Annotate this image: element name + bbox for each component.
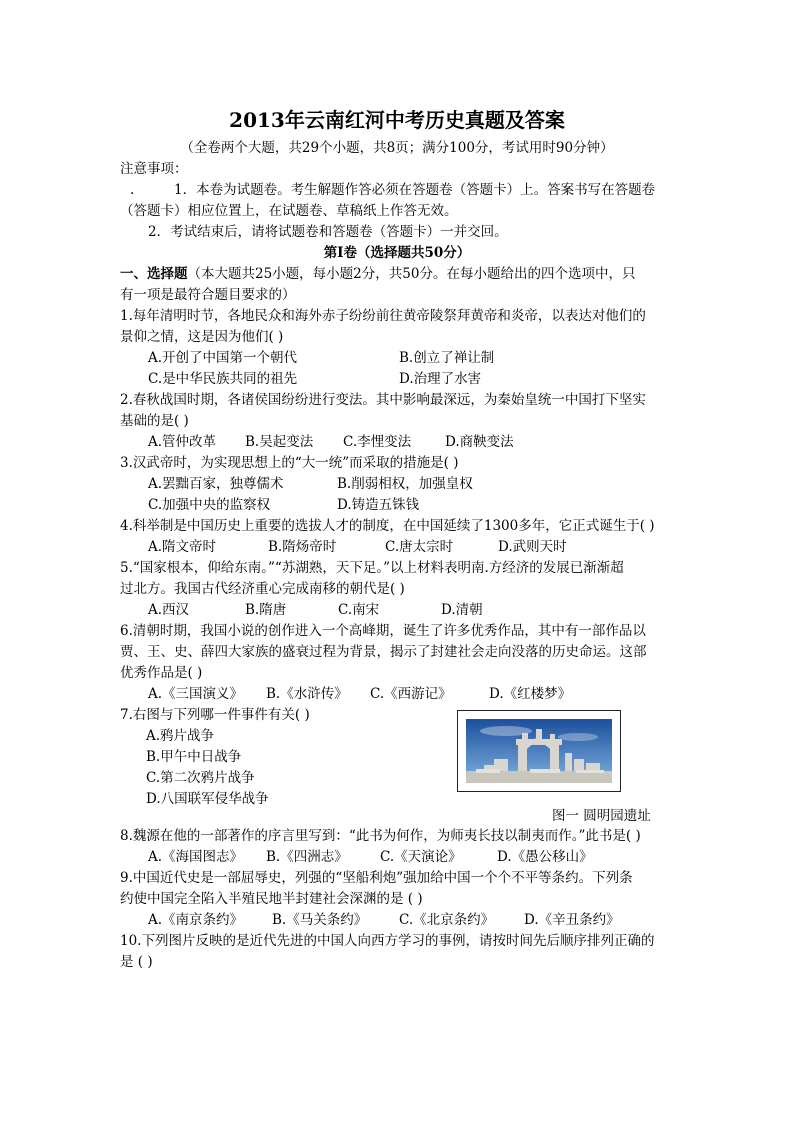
q1-option-b: B.创立了禅让制 <box>399 350 495 366</box>
notice-marker: . <box>130 182 135 198</box>
q7-option-c: C.第二次鸦片战争 <box>146 770 255 786</box>
q9-option-b: B.《马关条约》 <box>272 912 368 928</box>
q7-option-a: A.鸦片战争 <box>146 728 215 744</box>
q8-option-b: B.《四洲志》 <box>266 849 348 865</box>
q4-option-c: C.唐太宗时 <box>385 539 454 555</box>
q1-line-2: 景仰之情，这是因为他们( ) <box>120 329 284 345</box>
notice-item-1-line-1: 1．本卷为试题卷。考生解题作答必须在答题卷（答题卡）上。答案书写在答题卷 <box>174 182 656 198</box>
q4-option-a: A.隋文帝时 <box>148 539 217 555</box>
q10-line-2: 是 ( ) <box>120 954 153 970</box>
part-description <box>120 264 635 284</box>
q2-option-c: C.李悝变法 <box>343 434 412 450</box>
q6-option-a: A.《三国演义》 <box>148 686 244 702</box>
part-desc-line-1: （本大题共25小题，每小题2分，共50分。在每小题给出的四个选项中，只 <box>187 266 636 282</box>
q6-line-3: 优秀作品是( ) <box>120 665 203 681</box>
q2-option-a: A.管仲改革 <box>148 434 217 450</box>
q7-line-1: 7.右图与下列哪一件事件有关( ) <box>120 707 310 723</box>
notice-heading: 注意事项： <box>120 161 188 177</box>
q2-line-1: 2.春秋战国时期，各诸侯国纷纷进行变法。其中影响最深远，为秦始皇统一中国打下坚实 <box>120 392 646 408</box>
part-desc-line-2: 有一项是最符合题目要求的） <box>120 287 296 303</box>
figure-caption: 图一 圆明园遗址 <box>552 808 651 824</box>
notice-item-2: 2．考试结束后，请将试题卷和答题卷（答题卡）一并交回。 <box>148 224 508 240</box>
ruins-illustration <box>466 719 612 783</box>
q9-option-a: A.《南京条约》 <box>148 912 244 928</box>
rubble <box>576 770 604 773</box>
q9-option-d: D.《辛丑条约》 <box>524 912 620 928</box>
q5-line-2: 过北方。我国古代经济重心完成南移的朝代是( ) <box>120 581 405 597</box>
q9-option-c: C.《北京条约》 <box>399 912 495 928</box>
q3-line-1: 3.汉武帝时，为实现思想上的“大一统”而采取的措施是( ) <box>120 455 459 471</box>
q6-option-c: C.《西游记》 <box>370 686 452 702</box>
q3-option-a: A.罢黜百家，独尊儒术 <box>148 476 284 492</box>
page-title: 2013年云南红河中考历史真题及答案 <box>229 108 565 132</box>
q1-option-c: C.是中华民族共同的祖先 <box>148 371 298 387</box>
q2-line-2: 基础的是( ) <box>120 413 189 429</box>
section-heading: 第Ⅰ卷（选择题共50分） <box>323 245 471 261</box>
q5-option-c: C.南宋 <box>338 602 380 618</box>
q9-line-1: 9.中国近代史是一部屈辱史，列强的“坚船利炮”强加给中国一个个不平等条约。下列条 <box>120 870 633 886</box>
ruins-photo <box>466 719 612 783</box>
q1-line-1: 1.每年清明时节，各地民众和海外赤子纷纷前往黄帝陵祭拜黄帝和炎帝，以表达对他们的 <box>120 308 646 324</box>
q5-line-1: 5.“国家根本，仰给东南。”“苏湖熟，天下足。”以上材料表明南.方经济的发展已渐渐超 <box>120 560 624 576</box>
q4-option-b: B.隋炀帝时 <box>268 539 337 555</box>
q4-line-1: 4.科举制是中国历史上重要的选拔人才的制度，在中国延续了1300多年，它正式诞生于( ) <box>120 518 655 534</box>
q3-option-b: B.削弱相权，加强皇权 <box>337 476 473 492</box>
q1-option-a: A.开创了中国第一个朝代 <box>148 350 298 366</box>
notice-item-1-line-2: （答题卡）相应位置上，在试题卷、草稿纸上作答无效。 <box>120 203 458 219</box>
q6-line-2: 贾、王、史、薛四大家族的盛衰过程为背景，揭示了封建社会走向没落的历史命运。这部 <box>120 644 647 660</box>
q9-line-2: 约使中国完全陷入半殖民地半封建社会深渊的是 ( ) <box>120 891 423 907</box>
q8-option-c: C.《天演论》 <box>380 849 462 865</box>
q6-line-1: 6.清朝时期，我国小说的创作进入一个高峰期，诞生了许多优秀作品，其中有一部作品以 <box>120 623 646 639</box>
q5-option-d: D.清朝 <box>441 602 483 618</box>
rubble <box>476 769 500 773</box>
q8-option-d: D.《愚公移山》 <box>497 849 593 865</box>
q2-option-d: D.商鞅变法 <box>445 434 514 450</box>
q3-option-c: C.加强中央的监察权 <box>148 497 271 513</box>
cloud <box>558 733 598 741</box>
q2-option-b: B.吴起变法 <box>245 434 314 450</box>
part-label: 一、选择题 <box>120 266 188 282</box>
rubble <box>530 769 560 773</box>
q5-option-a: A.西汉 <box>148 602 190 618</box>
q6-option-d: D.《红楼梦》 <box>489 686 572 702</box>
q5-option-b: B.隋唐 <box>245 602 287 618</box>
exam-subtitle: （全卷两个大题，共29个小题，共8页；满分100分，考试用时90分钟） <box>180 140 614 156</box>
q7-option-d: D.八国联军侵华战争 <box>146 791 269 807</box>
figure-frame <box>457 710 621 792</box>
q4-option-d: D.武则天时 <box>498 539 567 555</box>
q1-option-d: D.治理了水害 <box>399 371 482 387</box>
q3-option-d: D.铸造五铢钱 <box>337 497 420 513</box>
q8-option-a: A.《海国图志》 <box>148 849 244 865</box>
q8-line-1: 8.魏源在他的一部著作的序言里写到：“此书为何作，为师夷长技以制夷而作。”此书是( ) <box>120 828 641 844</box>
q7-option-b: B.甲午中日战争 <box>146 749 242 765</box>
q10-line-1: 10.下列图片反映的是近代先进的中国人向西方学习的事例，请按时间先后顺序排列正确的 <box>120 933 655 949</box>
q6-option-b: B.《水浒传》 <box>266 686 348 702</box>
